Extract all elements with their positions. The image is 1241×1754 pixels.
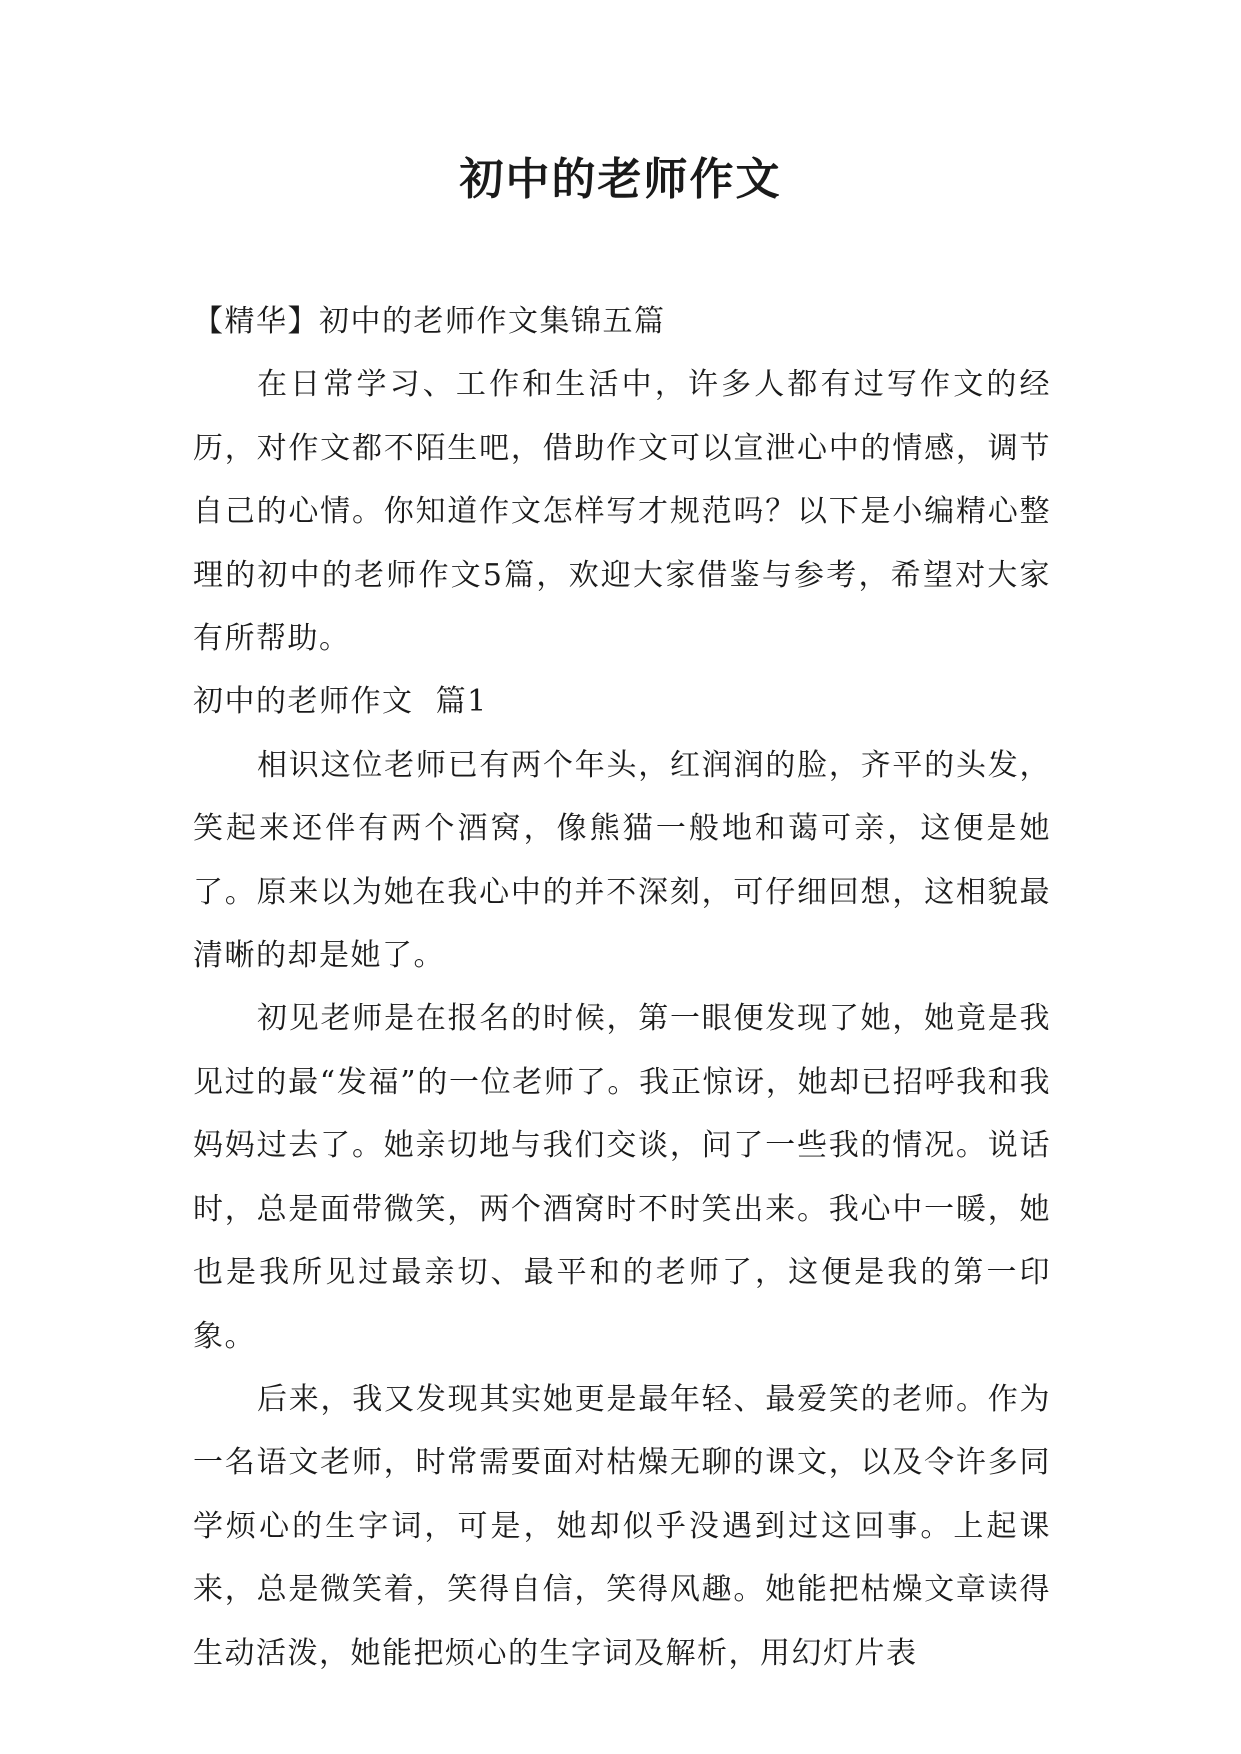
section-heading: 初中的老师作文 篇1 bbox=[193, 684, 488, 720]
document-subtitle: 【精华】初中的老师作文集锦五篇 bbox=[193, 304, 666, 339]
body-paragraph: 相识这位老师已有两个年头，红润润的脸，齐平的头发，笑起来还伴有两个酒窝，像熊猫一般地和蔼可亲，这便是她了。原来以为她在我心中的并不深刻，可仔细回想，这相貌最清晰的却是她了。 bbox=[193, 747, 1051, 974]
body-paragraph: 初见老师是在报名的时候，第一眼便发现了她，她竟是我见过的最“发福”的一位老师了。我正惊讶，她却已招呼我和我妈妈过去了。她亲切地与我们交谈，问了一些我的情况。说话时，总是面带微笑，两个酒窝时不时笑出来。我心中一暖，她也是我所见过最亲切、最平和的老师了，这便是我的第一印象。 bbox=[193, 1001, 1051, 1354]
document-title: 初中的老师作文 bbox=[459, 154, 782, 205]
intro-paragraph: 在日常学习、工作和生活中，许多人都有过写作文的经历，对作文都不陌生吧，借助作文可以宣泄心中的情感，调节自己的心情。你知道作文怎样写才规范吗？以下是小编精心整理的初中的老师作文5篇，欢迎大家借鉴与参考，希望对大家有所帮助。 bbox=[193, 367, 1051, 657]
document-body bbox=[193, 290, 1051, 1685]
body-paragraph: 后来，我又发现其实她更是最年轻、最爱笑的老师。作为一名语文老师，时常需要面对枯燥无聊的课文，以及令许多同学烦心的生字词，可是，她却似乎没遇到过这回事。上起课来，总是微笑着，笑得自信，笑得风趣。她能把枯燥文章读得生动活泼，她能把烦心的生字词及解析，用幻灯片表 bbox=[193, 1381, 1051, 1671]
